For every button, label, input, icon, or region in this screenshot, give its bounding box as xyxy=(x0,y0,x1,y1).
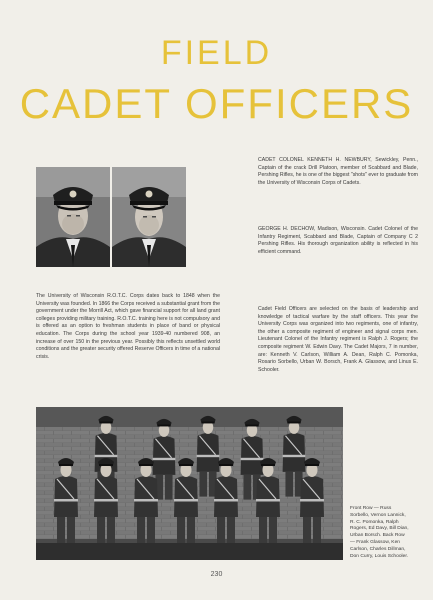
portrait-dechow xyxy=(112,167,186,267)
bio-newbury: CADET COLONEL KENNETH H. NEWBURY, Sewickley, Penn., Captain of the crack Drill Platoon, member of Scabbard and Blade, Pershing Rifles, he is one of the biggest "shots" ever to graduate from the University of Wisconsin Corps of Cadets. xyxy=(258,157,418,186)
photo-caption: Front Row — Russ Sorbello, Vernon Lannick, R. C. Pomonka, Ralph Rogers, Ed Davy, Bill Dian, Urban Borsch. Back Row — Frank Glassow, Ken Carlson, Charles Dillman, Don Curry, Louis Schooler. xyxy=(350,506,409,559)
paragraph-rotc-history: The University of Wisconsin R.O.T.C. Corps dates back to 1848 when the University was founded. In 1866 the Corps received a substantial grant from the government under the Morrill Act, which gave financial support for all land grant colleges providing military training. R.O.T.C. training here is not compulsory and is offered as an option to freshman students in place of band or physical education. The Corps during the school year 1939-40 numbered 908, an increase of over 150 in the previous year. Possibly this reflects unsettled world conditions and the greater security offered Reserve Officers in time of a national crisis. xyxy=(36,293,220,360)
title-line-2: CADET OFFICERS xyxy=(19,80,414,127)
group-photo xyxy=(36,407,343,560)
portrait-newbury xyxy=(36,167,110,267)
bio-dechow: GEORGE H. DECHOW, Madison, Wisconsin. Cadet Colonel of the Infantry Regiment, Scabbard and Blade, Captain of Company C 2 Pershing Rifles. His thorough organization ability is reflected in his efficient command. xyxy=(258,226,418,255)
paragraph-field-officers: Cadet Field Officers are selected on the basis of leadership and knowledge of tactical warfare by the staff officers. This year the University Corps was organized into two regiments, one of infantry, the other a composite regiment of engineer and signal corps men. Lieutenant Colonel of the Infantry regiment is Ralph J. Rogers; the composite regiment W. Edwin Davy. The Cadet Majors, 7 in number, are: Kenneth V. Carlson, William A. Dean, Ralph C. Pomonka, Rosario Sorbello, Urban W. Borsch, Frank A. Glassow, and Linus E. Schooler. xyxy=(258,306,418,373)
title-line-1: FIELD xyxy=(160,34,273,72)
page-number: 230 xyxy=(210,571,223,578)
